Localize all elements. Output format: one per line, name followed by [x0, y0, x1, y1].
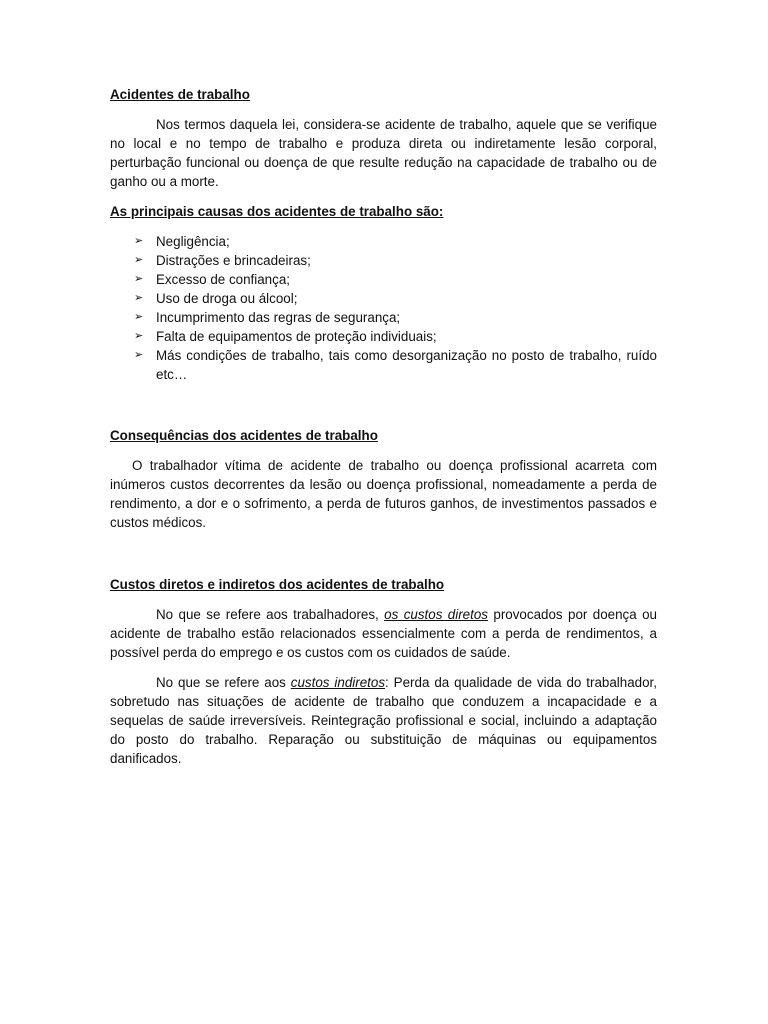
list-item: ➢ Más condições de trabalho, tais como desorganização no posto de trabalho, ruído etc… [134, 348, 657, 382]
list-item: ➢ Falta de equipamentos de proteção individuais; [134, 329, 437, 344]
document-body [110, 85, 657, 768]
paragraph-custos-indiretos: No que se refere aos custos indiretos: Perda da qualidade de vida do trabalhador, sobretudo nas situações de acidente de trabalho que conduzem a incapacidade e a sequelas de saúde irreversíveis. Reintegração profissional e social, incluindo a adaptação do posto do trabalho. Reparação ou substituição de máquinas ou equipamentos danificados. [110, 675, 657, 766]
heading-custos: Custos diretos e indiretos dos acidentes de trabalho [110, 577, 445, 592]
list-item: ➢ Excesso de confiança; [134, 272, 290, 287]
list-item: ➢ Uso de droga ou álcool; [134, 291, 298, 306]
arrow-bullet-icon: ➢ [134, 254, 144, 266]
emphasis-custos-indiretos: custos indiretos [290, 675, 386, 690]
causes-list [110, 232, 657, 384]
paragraph-consequencias: O trabalhador vítima de acidente de trabalho ou doença profissional acarreta com inúmeros custos decorrentes da lesão ou doença profissional, nomeadamente a perda de rendimento, a dor e o sofrimento, a perda de futuros ganhos, de investimentos passados e custos médicos. [110, 458, 657, 530]
arrow-bullet-icon: ➢ [134, 273, 144, 285]
paragraph-definicao: Nos termos daquela lei, considera-se acidente de trabalho, aquele que se verifique no local e no tempo de trabalho e produza direta ou indiretamente lesão corporal, perturbação funcional ou doença de que resulte redução na capacidade de trabalho ou de ganho ou a morte. [110, 117, 657, 189]
heading-causas: As principais causas dos acidentes de trabalho são: [110, 204, 444, 219]
list-item: ➢ Incumprimento das regras de segurança; [134, 310, 401, 325]
list-item: ➢ Negligência; [134, 234, 230, 249]
heading-acidentes: Acidentes de trabalho [110, 87, 250, 102]
arrow-bullet-icon: ➢ [134, 349, 144, 361]
heading-consequencias: Consequências dos acidentes de trabalho [110, 428, 378, 443]
paragraph-custos-diretos: No que se refere aos trabalhadores, os custos diretos provocados por doença ou acidente de trabalho estão relacionados essencialmente com a perda de rendimentos, a possível perda do emprego e os custos com os cuidados de saúde. [110, 607, 657, 660]
arrow-bullet-icon: ➢ [134, 330, 144, 342]
arrow-bullet-icon: ➢ [134, 311, 144, 323]
arrow-bullet-icon: ➢ [134, 292, 144, 304]
arrow-bullet-icon: ➢ [134, 235, 144, 247]
emphasis-custos-diretos: os custos diretos [384, 607, 488, 622]
list-item: ➢ Distrações e brincadeiras; [134, 253, 311, 268]
